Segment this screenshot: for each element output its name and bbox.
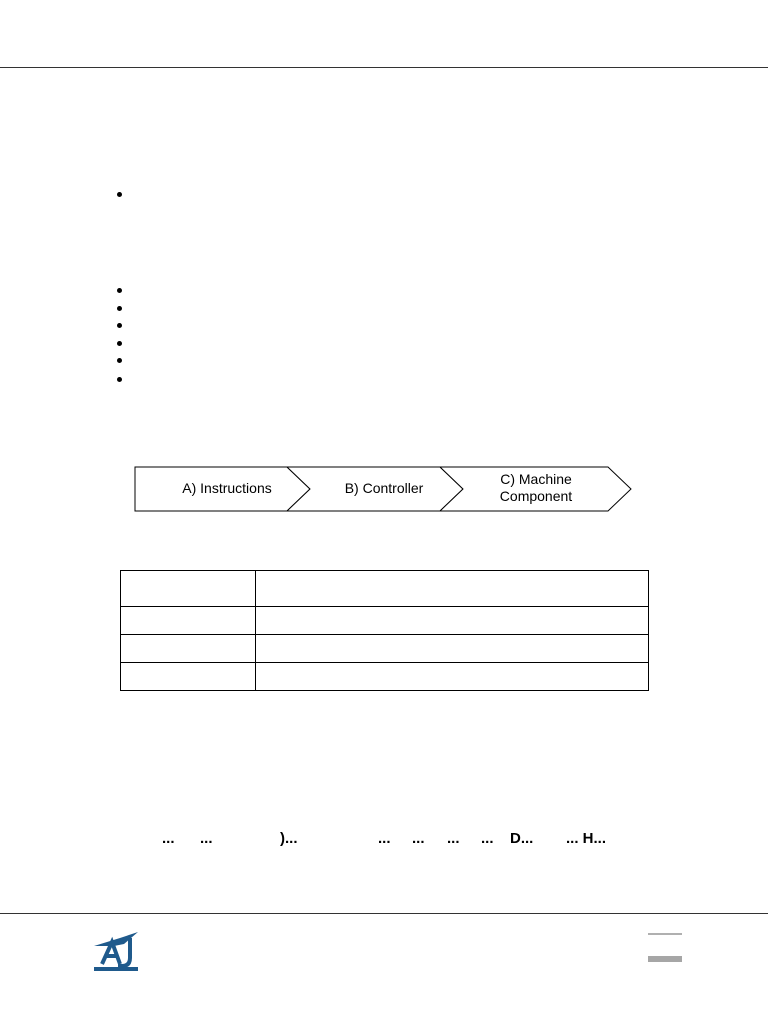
text-fragment: ... <box>481 830 494 847</box>
table-cell <box>121 607 256 635</box>
flow-step-b-label: B) Controller <box>344 480 424 496</box>
flow-step-c-label-line2: Component <box>499 488 573 504</box>
pager-line-light <box>648 933 682 935</box>
text-fragment: ... <box>378 830 391 847</box>
table-row <box>121 635 649 663</box>
table-cell <box>256 571 649 607</box>
bullet-marker <box>117 192 122 197</box>
text-fragment: D... <box>510 830 534 847</box>
bullet-marker <box>117 358 122 363</box>
text-fragment: ... H... <box>566 830 607 847</box>
table-cell <box>256 635 649 663</box>
empty-table <box>120 570 649 691</box>
table-cell <box>256 607 649 635</box>
air-university-logo-icon <box>90 930 142 974</box>
text-fragment: ... <box>447 830 460 847</box>
bullet-marker <box>117 306 122 311</box>
text-fragment: ... <box>162 830 175 847</box>
bullet-marker <box>117 288 122 293</box>
pager-line-dark <box>648 956 682 962</box>
header-rule <box>0 67 768 68</box>
bullet-marker <box>117 377 122 382</box>
bullet-marker <box>117 341 122 346</box>
text-fragments-line <box>0 830 768 854</box>
table-cell <box>121 635 256 663</box>
text-fragment: ... <box>200 830 213 847</box>
table-row <box>121 571 649 607</box>
table-row <box>121 607 649 635</box>
table-cell <box>121 571 256 607</box>
table-cell <box>256 663 649 691</box>
table-row <box>121 663 649 691</box>
text-fragment: ... <box>412 830 425 847</box>
flow-step-c-label-line1: C) Machine <box>500 471 572 487</box>
table-cell <box>121 663 256 691</box>
text-fragment: )... <box>280 830 298 847</box>
process-flowchart <box>134 466 634 519</box>
footer-rule <box>0 913 768 914</box>
flow-step-a-label: A) Instructions <box>182 480 272 496</box>
bullet-marker <box>117 323 122 328</box>
